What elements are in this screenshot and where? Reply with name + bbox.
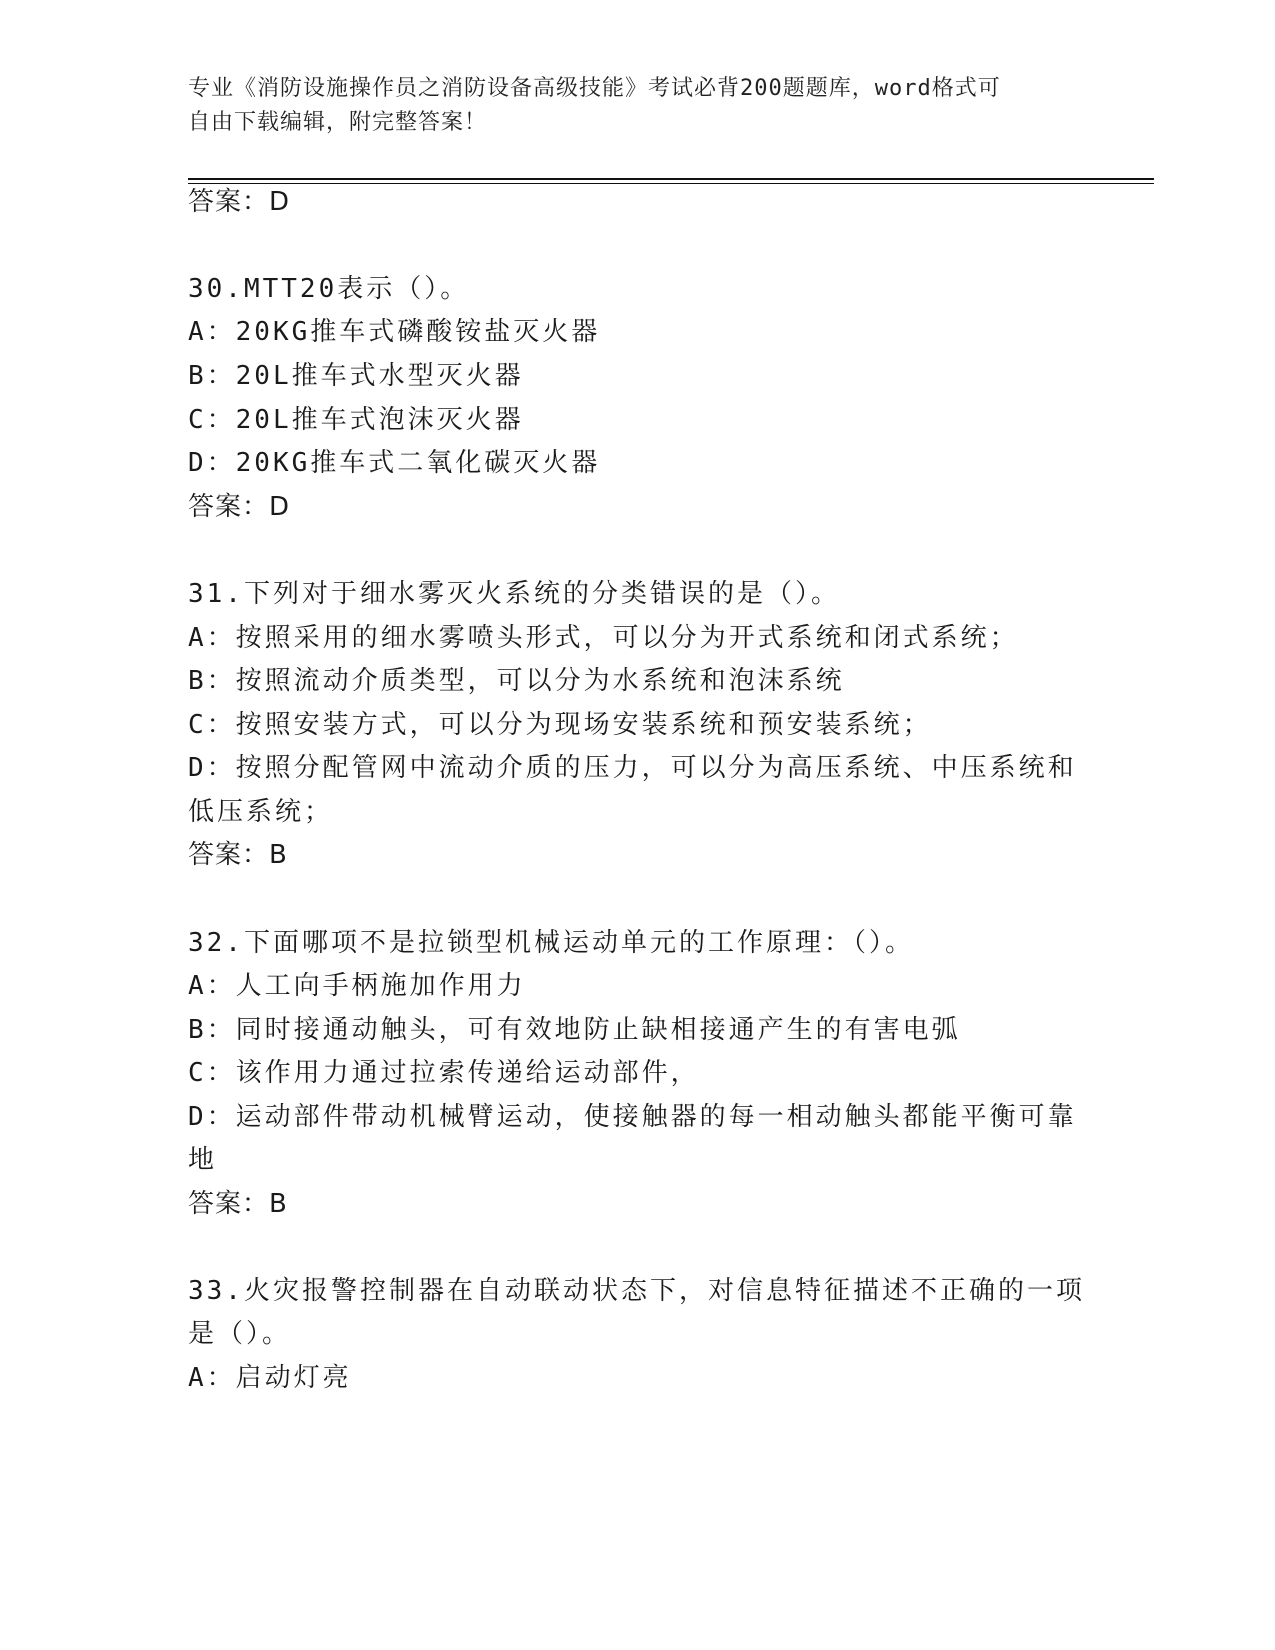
question-32-stem: 32.下面哪项不是拉锁型机械运动单元的工作原理：（）。 [188, 928, 914, 958]
header-line-2: 自由下载编辑，附完整答案！ [188, 110, 488, 135]
question-33-stem: 33.火灾报警控制器在自动联动状态下，对信息特征描述不正确的一项 [188, 1276, 1085, 1306]
question-30-option-a: A：20KG推车式磷酸铵盐灭火器 [188, 317, 601, 347]
question-31-option-a: A：按照采用的细水雾喷头形式，可以分为开式系统和闭式系统； [188, 623, 1019, 653]
question-31-answer: 答案：B [188, 840, 288, 870]
question-31-option-d-continued: 低压系统； [188, 797, 334, 827]
previous-answer: 答案：D [188, 187, 291, 217]
question-30-stem: 30.MTT20表示（）。 [188, 274, 470, 304]
question-32-option-a: A：人工向手柄施加作用力 [188, 971, 526, 1001]
question-30-option-b: B：20L推车式水型灭火器 [188, 361, 524, 391]
question-30-option-d: D：20KG推车式二氧化碳灭火器 [188, 448, 601, 478]
question-32-option-c: C：该作用力通过拉索传递给运动部件， [188, 1058, 700, 1088]
question-30-option-c: C：20L推车式泡沫灭火器 [188, 405, 524, 435]
header-divider-thick [188, 178, 1154, 180]
question-31-stem: 31.下列对于细水雾灭火系统的分类错误的是（）。 [188, 579, 840, 609]
question-30-answer: 答案：D [188, 492, 291, 522]
question-32-option-d: D：运动部件带动机械臂运动，使接触器的每一相动触头都能平衡可靠 [188, 1102, 1077, 1132]
question-32-option-b: B：同时接通动触头，可有效地防止缺相接通产生的有害电弧 [188, 1015, 961, 1045]
question-32-answer: 答案：B [188, 1189, 288, 1219]
question-33-stem-continued: 是（）。 [188, 1319, 292, 1349]
document-header [188, 72, 1068, 140]
header-divider-thin [188, 183, 1154, 184]
header-line-1: 专业《消防设施操作员之消防设备高级技能》考试必背200题题库，word格式可 [188, 76, 1001, 101]
question-33-option-a: A：启动灯亮 [188, 1363, 352, 1393]
question-31-option-c: C：按照安装方式，可以分为现场安装系统和预安装系统； [188, 710, 932, 740]
question-31-option-b: B：按照流动介质类型，可以分为水系统和泡沫系统 [188, 666, 845, 696]
question-31-option-d: D：按照分配管网中流动介质的压力，可以分为高压系统、中压系统和 [188, 753, 1077, 783]
question-32-option-d-continued: 地 [188, 1145, 218, 1175]
